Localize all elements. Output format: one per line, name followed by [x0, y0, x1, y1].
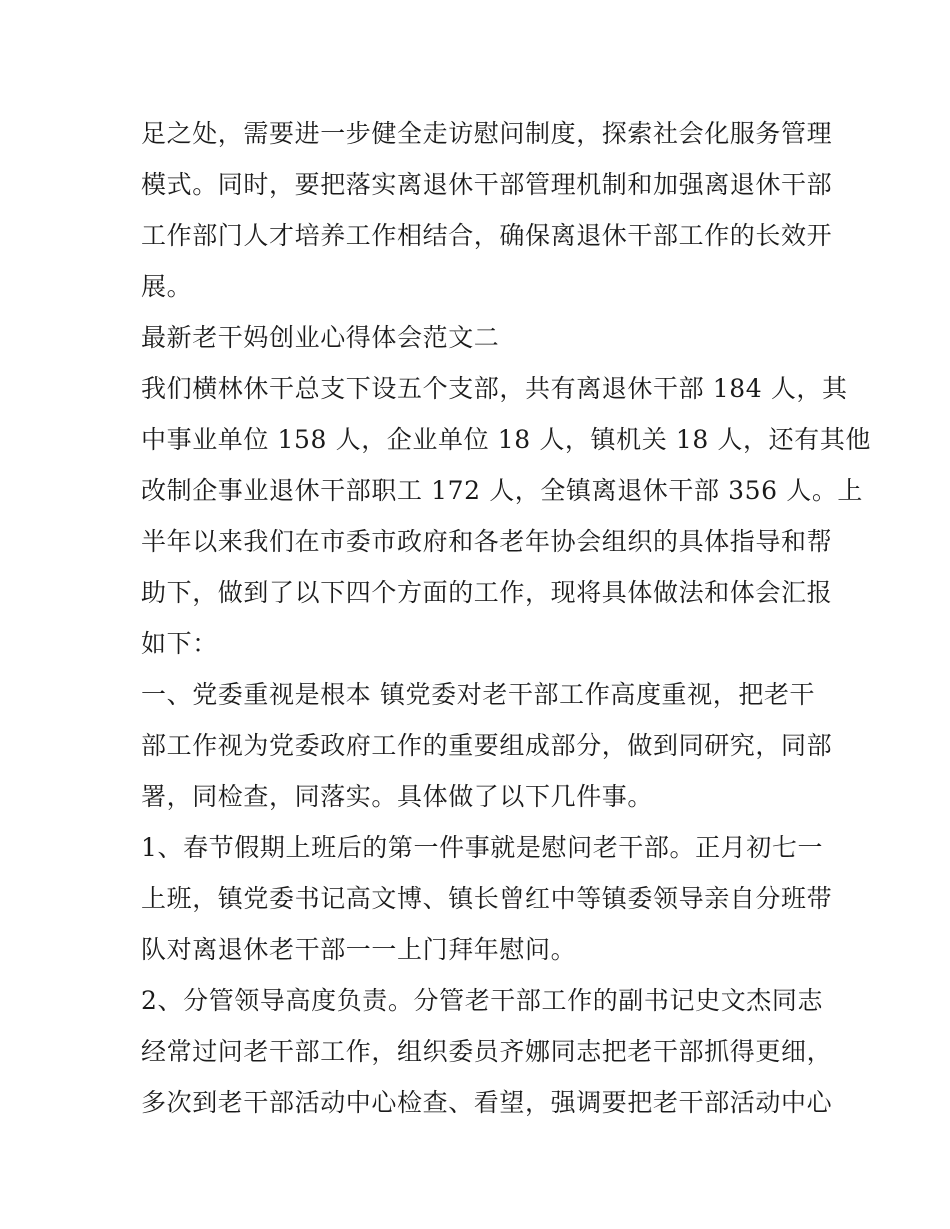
text-line: 工作部门人才培养工作相结合，确保离退休干部工作的长效开 — [141, 221, 833, 250]
text-line: 署，同检查，同落实。具体做了以下几件事。 — [141, 782, 654, 811]
body-text — [141, 108, 872, 1128]
text-line: 1、春节假期上班后的第一件事就是慰问老干部。正月初七一 — [141, 833, 824, 862]
text-line: 队对离退休老干部一一上门拜年慰问。 — [141, 935, 577, 964]
text-line: 中事业单位 158 人，企业单位 18 人，镇机关 18 人，还有其他 — [141, 425, 872, 454]
text-line: 展。 — [141, 272, 193, 301]
text-line: 我们横林休干总支下设五个支部，共有离退休干部 184 人，其 — [141, 374, 848, 403]
text-line: 半年以来我们在市委市政府和各老年协会组织的具体指导和帮 — [141, 527, 833, 556]
text-line: 多次到老干部活动中心检查、看望，强调要把老干部活动中心 — [141, 1088, 833, 1117]
text-line: 经常过问老干部工作，组织委员齐娜同志把老干部抓得更细， — [141, 1037, 833, 1066]
text-line: 足之处，需要进一步健全走访慰问制度，探索社会化服务管理 — [141, 119, 833, 148]
text-line: 2、分管领导高度负责。分管老干部工作的副书记史文杰同志 — [141, 986, 824, 1015]
text-line: 部工作视为党委政府工作的重要组成部分，做到同研究，同部 — [141, 731, 833, 760]
text-line: 上班，镇党委书记高文博、镇长曾红中等镇委领导亲自分班带 — [141, 884, 833, 913]
section-heading: 最新老干妈创业心得体会范文二 — [141, 323, 500, 352]
text-line: 助下，做到了以下四个方面的工作，现将具体做法和体会汇报 — [141, 578, 833, 607]
text-line: 改制企事业退休干部职工 172 人，全镇离退休干部 356 人。上 — [141, 476, 864, 505]
text-line: 一、党委重视是根本 镇党委对老干部工作高度重视，把老干 — [141, 680, 816, 709]
text-line: 如下： — [141, 629, 218, 658]
text-line: 模式。同时，要把落实离退休干部管理机制和加强离退休干部 — [141, 170, 833, 199]
